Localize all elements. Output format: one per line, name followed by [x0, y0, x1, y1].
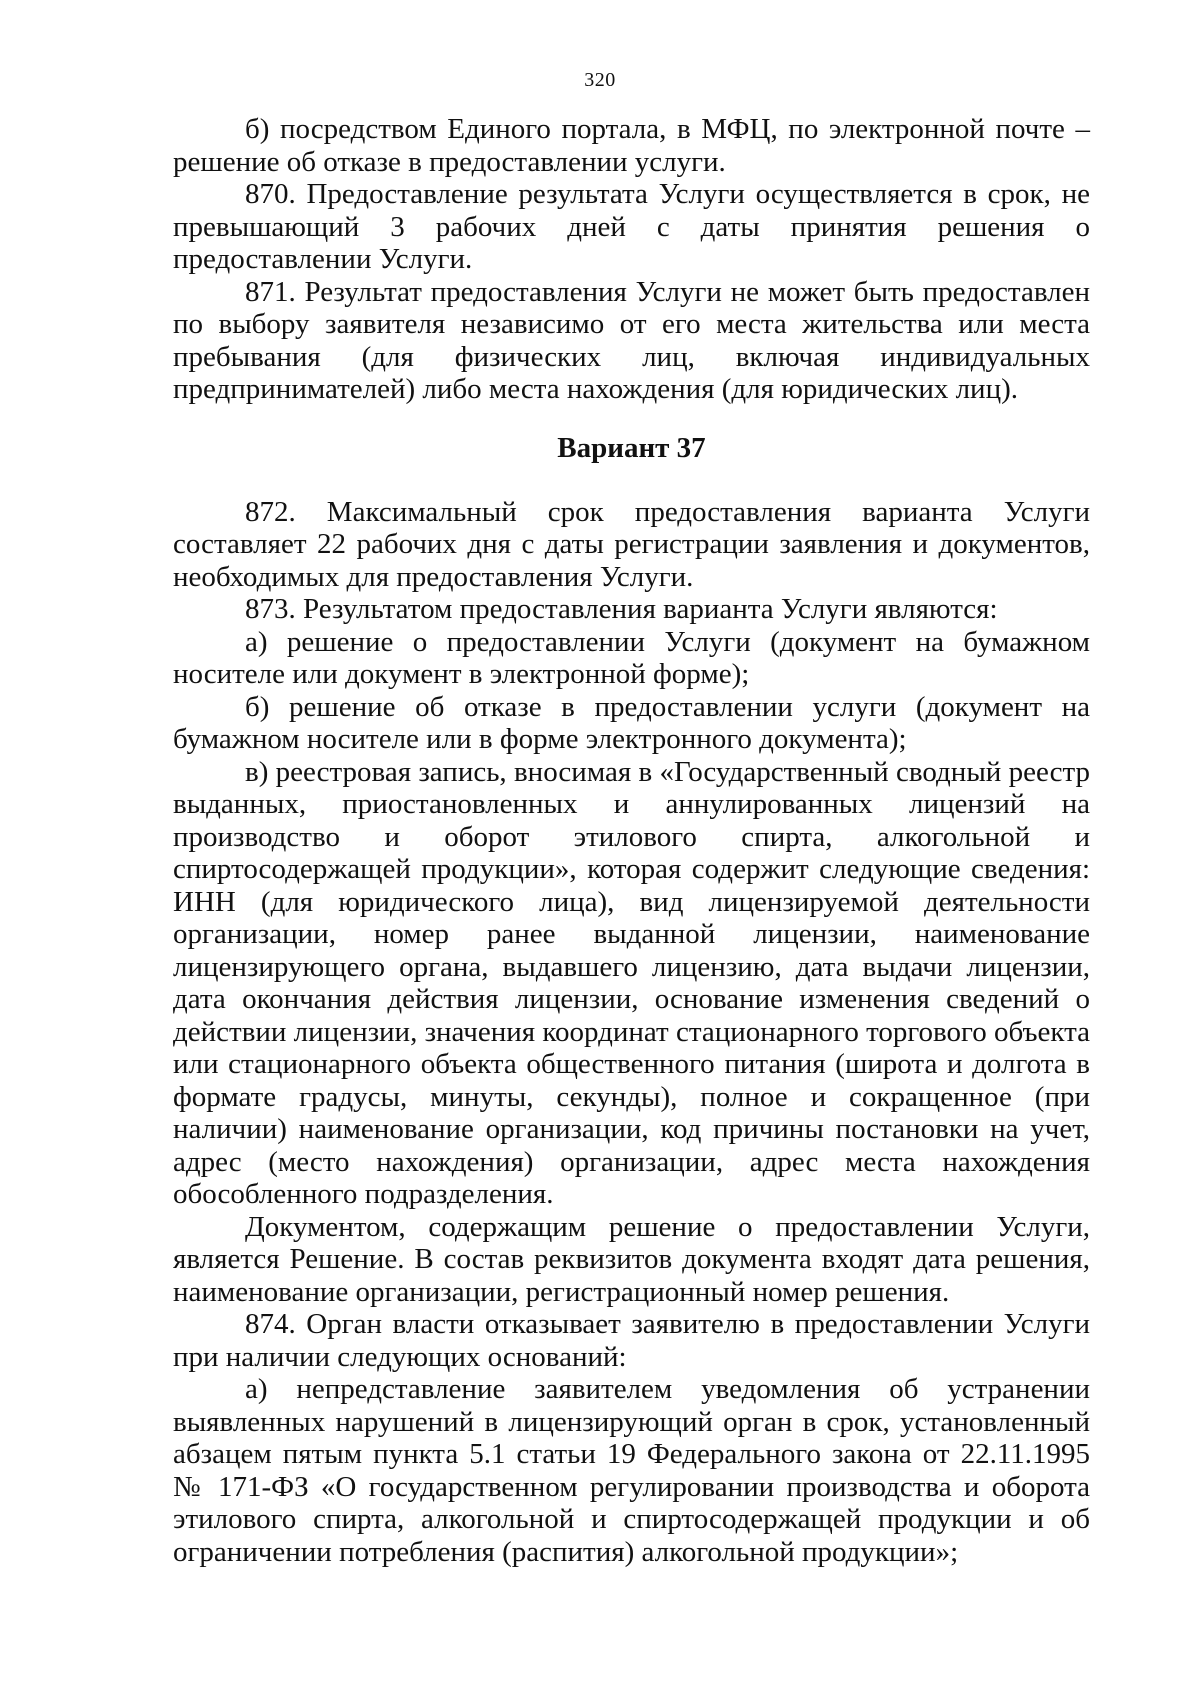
page-content: [173, 113, 1090, 1568]
page-number: 320: [584, 69, 616, 91]
paragraph-874-a: а) непредставление заявителем уведомления об устранении выявленных нарушений в лицензирующий орган в срок, установленный абзацем пятым пункта 5.1 статьи 19 Федерального закона от 22.11.1995 № 171-ФЗ «О государственном регулировании производства и оборота этилового спирта, алкогольной и спиртосодержащей продукции и об ограничении потребления (распития) алкогольной продукции»;: [173, 1373, 1090, 1568]
paragraph-870: 870. Предоставление результата Услуги осуществляется в срок, не превышающий 3 рабочих дней с даты принятия решения о предоставлении Услуги.: [173, 178, 1090, 275]
paragraph-872: 872. Максимальный срок предоставления варианта Услуги составляет 22 рабочих дня с даты регистрации заявления и документов, необходимых для предоставления Услуги.: [173, 495, 1090, 593]
paragraph-873: 873. Результатом предоставления варианта Услуги являются:: [245, 593, 998, 625]
paragraph-874: 874. Орган власти отказывает заявителю в предоставлении Услуги при наличии следующих оснований:: [173, 1308, 1090, 1373]
paragraph-decision-document: Документом, содержащим решение о предоставлении Услуги, является Решение. В состав реквизитов документа входят дата решения, наименование организации, регистрационный номер решения.: [173, 1210, 1090, 1308]
paragraph-871: 871. Результат предоставления Услуги не может быть предоставлен по выбору заявителя независимо от его места жительства или места пребывания (для физических лиц, включая индивидуальных предпринимателей) либо места нахождения (для юридических лиц).: [173, 275, 1090, 405]
paragraph-873-v: в) реестровая запись, вносимая в «Государственный сводный реестр выданных, приостановленных и аннулированных лицензий на производство и оборот этилового спирта, алкогольной и спиртосодержащей продукции», которая содержит следующие сведения: ИНН (для юридического лица), вид лицензируемой деятельности организации, номер ранее выданной лицензии, наименование лицензирующего органа, выдавшего лицензию, дата выдачи лицензии, дата окончания действия лицензии, основание изменения сведений о действии лицензии, значения координат стационарного торгового объекта или стационарного объекта общественного питания (широта и долгота в формате градусы, минуты, секунды), полное и сокращенное (при наличии) наименование организации, код причины постановки на учет, адрес (место нахождения) организации, адрес места нахождения обособленного подразделения.: [173, 755, 1090, 1210]
section-heading: Вариант 37: [557, 431, 706, 464]
paragraph-b-delivery: б) посредством Единого портала, в МФЦ, по электронной почте – решение об отказе в предоставлении услуги.: [173, 113, 1090, 178]
paragraph-873-b: б) решение об отказе в предоставлении услуги (документ на бумажном носителе или в форме электронного документа);: [173, 690, 1090, 755]
paragraph-873-a: а) решение о предоставлении Услуги (документ на бумажном носителе или документ в электронной форме);: [173, 625, 1090, 690]
